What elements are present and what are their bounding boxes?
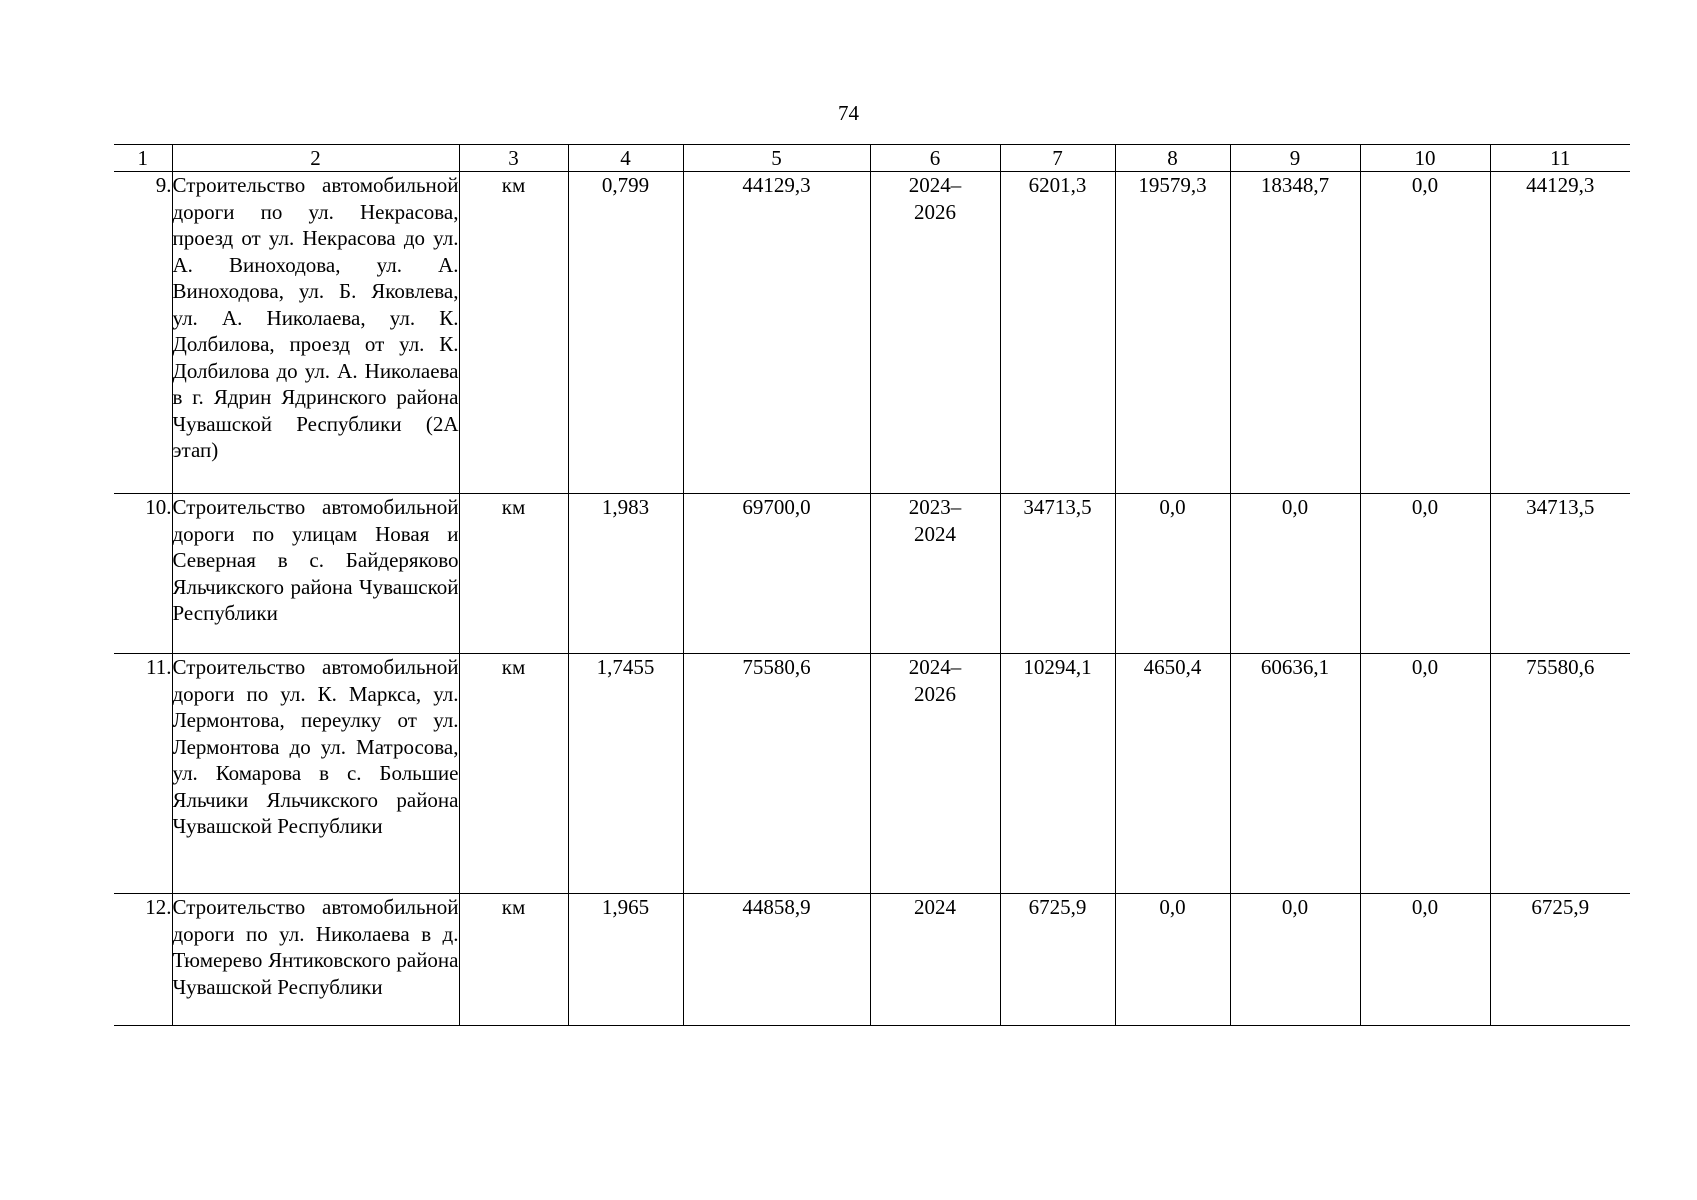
value-cell-9: 18348,7 — [1230, 172, 1360, 494]
header-cell: 5 — [683, 145, 870, 172]
table-header-row — [114, 145, 1630, 172]
header-cell: 3 — [459, 145, 568, 172]
row-number: 9. — [114, 172, 172, 494]
value-cell-11: 75580,6 — [1490, 654, 1630, 894]
object-name: Строительство автомобильной дороги по ул. К. Маркса, ул. Лермонтова, переулку от ул. Лермонтова до ул. Матросова, ул. Комарова в с. Большие Яльчики Яльчикского района Чувашской Республики — [172, 654, 459, 894]
value-cell-9: 0,0 — [1230, 494, 1360, 654]
header-cell: 8 — [1115, 145, 1230, 172]
data-table — [114, 144, 1630, 1026]
period-cell: 2024– 2026 — [870, 172, 1000, 494]
cost-cell: 75580,6 — [683, 654, 870, 894]
value-cell-8: 0,0 — [1115, 494, 1230, 654]
value-cell-8: 4650,4 — [1115, 654, 1230, 894]
unit-cell: км — [459, 894, 568, 1026]
value-cell-10: 0,0 — [1360, 494, 1490, 654]
length-cell: 1,983 — [568, 494, 683, 654]
value-cell-11: 34713,5 — [1490, 494, 1630, 654]
row-number: 12. — [114, 894, 172, 1026]
cost-cell: 69700,0 — [683, 494, 870, 654]
unit-cell: км — [459, 654, 568, 894]
period-cell: 2024 — [870, 894, 1000, 1026]
value-cell-7: 6725,9 — [1000, 894, 1115, 1026]
header-cell: 6 — [870, 145, 1000, 172]
row-number: 10. — [114, 494, 172, 654]
value-cell-7: 6201,3 — [1000, 172, 1115, 494]
value-cell-7: 10294,1 — [1000, 654, 1115, 894]
value-cell-9: 60636,1 — [1230, 654, 1360, 894]
table-row — [114, 894, 1630, 1026]
value-cell-9: 0,0 — [1230, 894, 1360, 1026]
row-number: 11. — [114, 654, 172, 894]
unit-cell: км — [459, 494, 568, 654]
length-cell: 0,799 — [568, 172, 683, 494]
object-name: Строительство автомобильной дороги по ул. Николаева в д. Тюмерево Янтиковского района Чувашской Республики — [172, 894, 459, 1026]
header-cell: 10 — [1360, 145, 1490, 172]
length-cell: 1,965 — [568, 894, 683, 1026]
page-number: 74 — [838, 101, 859, 125]
header-cell: 7 — [1000, 145, 1115, 172]
value-cell-10: 0,0 — [1360, 894, 1490, 1026]
value-cell-8: 19579,3 — [1115, 172, 1230, 494]
header-cell: 11 — [1490, 145, 1630, 172]
object-name: Строительство автомобильной дороги по ул. Некрасова, проезд от ул. Некрасова до ул. А. Виноходова, ул. А. Виноходова, ул. Б. Яковлева, ул. А. Николаева, ул. К. Долбилова, проезд от ул. К. Долбилова до ул. А. Николаева в г. Ядрин Ядринского района Чувашской Республики (2А этап) — [172, 172, 459, 494]
header-cell: 1 — [114, 145, 172, 172]
cost-cell: 44858,9 — [683, 894, 870, 1026]
period-cell: 2024– 2026 — [870, 654, 1000, 894]
value-cell-10: 0,0 — [1360, 172, 1490, 494]
header-cell: 2 — [172, 145, 459, 172]
value-cell-8: 0,0 — [1115, 894, 1230, 1026]
header-cell: 9 — [1230, 145, 1360, 172]
header-cell: 4 — [568, 145, 683, 172]
value-cell-7: 34713,5 — [1000, 494, 1115, 654]
value-cell-11: 44129,3 — [1490, 172, 1630, 494]
length-cell: 1,7455 — [568, 654, 683, 894]
object-name: Строительство автомобильной дороги по улицам Новая и Северная в с. Байдеряково Яльчикского района Чувашской Республики — [172, 494, 459, 654]
table-row — [114, 494, 1630, 654]
cost-cell: 44129,3 — [683, 172, 870, 494]
table-row — [114, 654, 1630, 894]
value-cell-10: 0,0 — [1360, 654, 1490, 894]
period-cell: 2023– 2024 — [870, 494, 1000, 654]
table-row — [114, 172, 1630, 494]
unit-cell: км — [459, 172, 568, 494]
value-cell-11: 6725,9 — [1490, 894, 1630, 1026]
